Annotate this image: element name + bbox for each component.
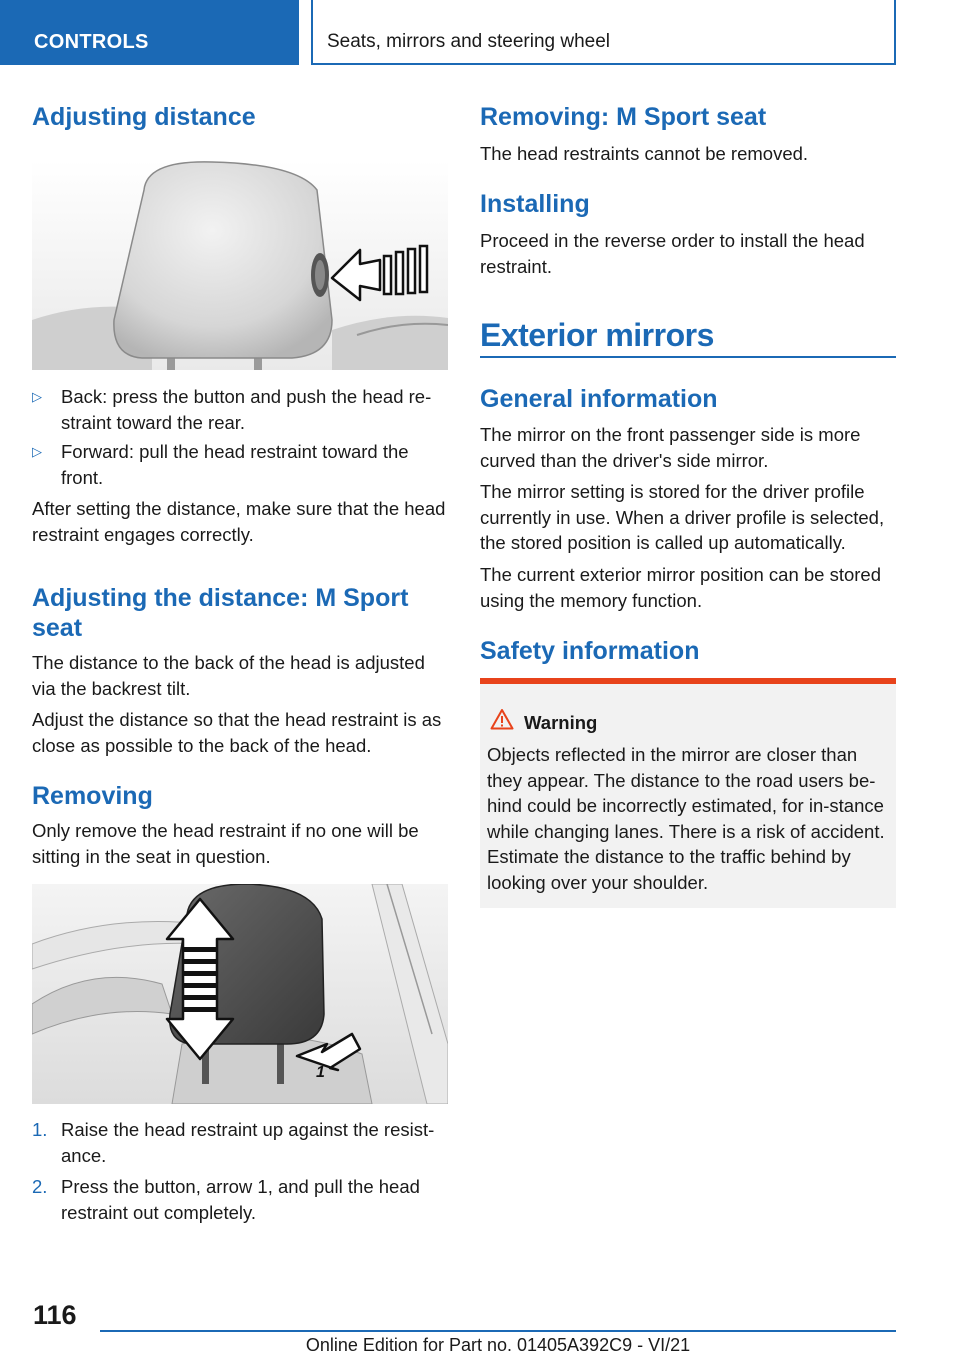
step-number: 1. [32, 1119, 48, 1140]
warning-triangle-icon [490, 708, 514, 730]
heading-safety-information: Safety information [480, 637, 700, 665]
warning-box [480, 678, 896, 908]
heading-underline [480, 356, 896, 358]
paragraph: The head restraints cannot be removed. [480, 143, 809, 164]
bullet-text: Forward: pull the head restraint toward the front. [61, 441, 409, 488]
heading-removing: Removing [32, 782, 153, 810]
page-number: 116 [33, 1300, 77, 1330]
paragraph: The mirror setting is stored for the driver profile currently in use. When a driver profile is selected, the stored position is called up automatically. [480, 481, 885, 553]
step-text: Press the button, arrow 1, and pull the head restraint out completely. [61, 1176, 420, 1223]
paragraph: After setting the distance, make sure that the head restraint engages correctly. [32, 498, 446, 545]
figure-callout-label: 1 [316, 1064, 325, 1081]
paragraph: Adjust the distance so that the head restraint is as close as possible to the back of the head. [32, 709, 442, 756]
bullet-text: Back: press the button and push the head re-straint toward the rear. [61, 386, 432, 433]
paragraph: The current exterior mirror position can be stored using the memory function. [480, 564, 882, 611]
heading-adjusting-distance: Adjusting distance [32, 103, 256, 131]
bullet-arrow-icon: ▷ [32, 389, 42, 404]
chapter-title: Seats, mirrors and steering wheel [327, 31, 611, 52]
paragraph: Proceed in the reverse order to install the head restraint. [480, 230, 865, 277]
heading-m-sport-distance: Adjusting the distance: M Sport seat [32, 584, 409, 642]
paragraph: The distance to the back of the head is adjusted via the backrest tilt. [32, 652, 425, 699]
paragraph: The mirror on the front passenger side is more curved than the driver's side mirror. [480, 424, 861, 471]
heading-installing: Installing [480, 190, 590, 218]
heading-exterior-mirrors: Exterior mirrors [480, 317, 714, 353]
section-title: CONTROLS [34, 31, 149, 53]
bullet-arrow-icon: ▷ [32, 444, 42, 459]
step-text: Raise the head restraint up against the resist-ance. [61, 1119, 435, 1166]
warning-text: Objects reflected in the mirror are closer than they appear. The distance to the road users be-hind could be incorrectly estimated, for in-stance while changing lanes. There is a risk of accident. Estimate the distance to the traffic behind by looking over your shoulder. [487, 744, 885, 893]
step-number: 2. [32, 1176, 48, 1197]
heading-general-information: General information [480, 385, 718, 413]
section-tab [0, 0, 299, 65]
footer-rule [100, 1330, 896, 1332]
figure-headrest-remove [32, 884, 448, 1104]
paragraph: Only remove the head restraint if no one will be sitting in the seat in question. [32, 820, 419, 867]
chapter-tab [311, 0, 896, 65]
footer-edition: Online Edition for Part no. 01405A392C9 - VI/21 [305, 1335, 691, 1355]
figure-headrest-adjust [32, 160, 448, 370]
warning-title: Warning [524, 712, 598, 733]
heading-removing-m-sport: Removing: M Sport seat [480, 103, 767, 131]
